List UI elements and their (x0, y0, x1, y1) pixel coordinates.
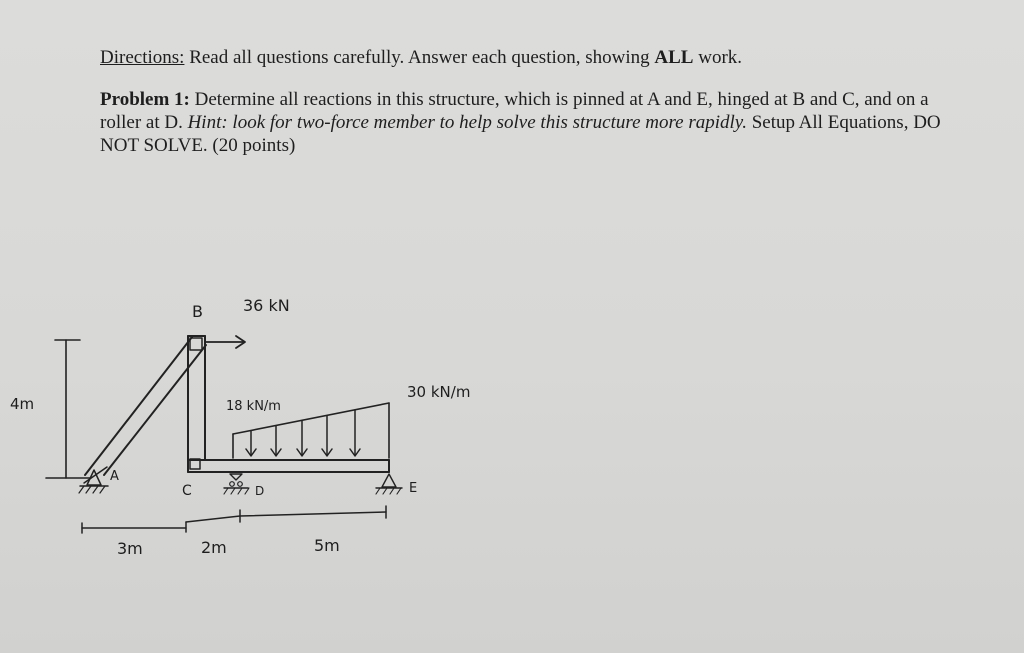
roller-wheel-2 (238, 482, 243, 487)
pin-support-e (382, 474, 396, 487)
problem-hint: Hint: look for two-force member to help solve this structure more rapidly. (187, 112, 747, 133)
problem-main-text: Determine all reactions in this structure, which is pinned at A and E, hinged at B and C, and on a roller at D. (100, 89, 929, 133)
label-d: D (255, 484, 265, 498)
roller-wheel-1 (230, 482, 235, 487)
ground-hatch-d (224, 488, 249, 494)
load-right-label: 30 kN/m (407, 383, 471, 401)
ground-hatch-e (376, 488, 401, 494)
dim-label-5m: 5m (314, 536, 340, 555)
directions-text-end: work. (693, 47, 743, 68)
hinge-b (190, 338, 202, 350)
dim-line-2m (186, 516, 240, 522)
directions-label: Directions: (100, 47, 185, 68)
point-load-label: 36 kN (243, 296, 290, 315)
directions-emphasis: ALL (654, 47, 694, 68)
dim-label-2m: 2m (201, 538, 227, 557)
member-ab-edge-1 (85, 337, 192, 475)
label-b: B (192, 302, 203, 321)
distributed-load-arrows (246, 410, 360, 456)
label-e: E (409, 481, 418, 496)
height-label: 4m (10, 395, 35, 413)
problem-label: Problem 1: (100, 89, 190, 110)
ground-hatch-a (79, 486, 105, 493)
member-ab-edge-2 (104, 345, 206, 475)
directions-text: Read all questions carefully. Answer each question, showing (184, 47, 655, 68)
label-c: C (182, 483, 192, 499)
dim-label-3m: 3m (117, 539, 143, 558)
load-left-label: 18 kN/m (226, 399, 281, 414)
problem-end-text: Setup All Equations, DO NOT SOLVE. (20 points) (100, 112, 941, 156)
roller-support-d (230, 474, 242, 480)
dim-line-5m (240, 512, 386, 516)
label-a: A (110, 469, 119, 484)
